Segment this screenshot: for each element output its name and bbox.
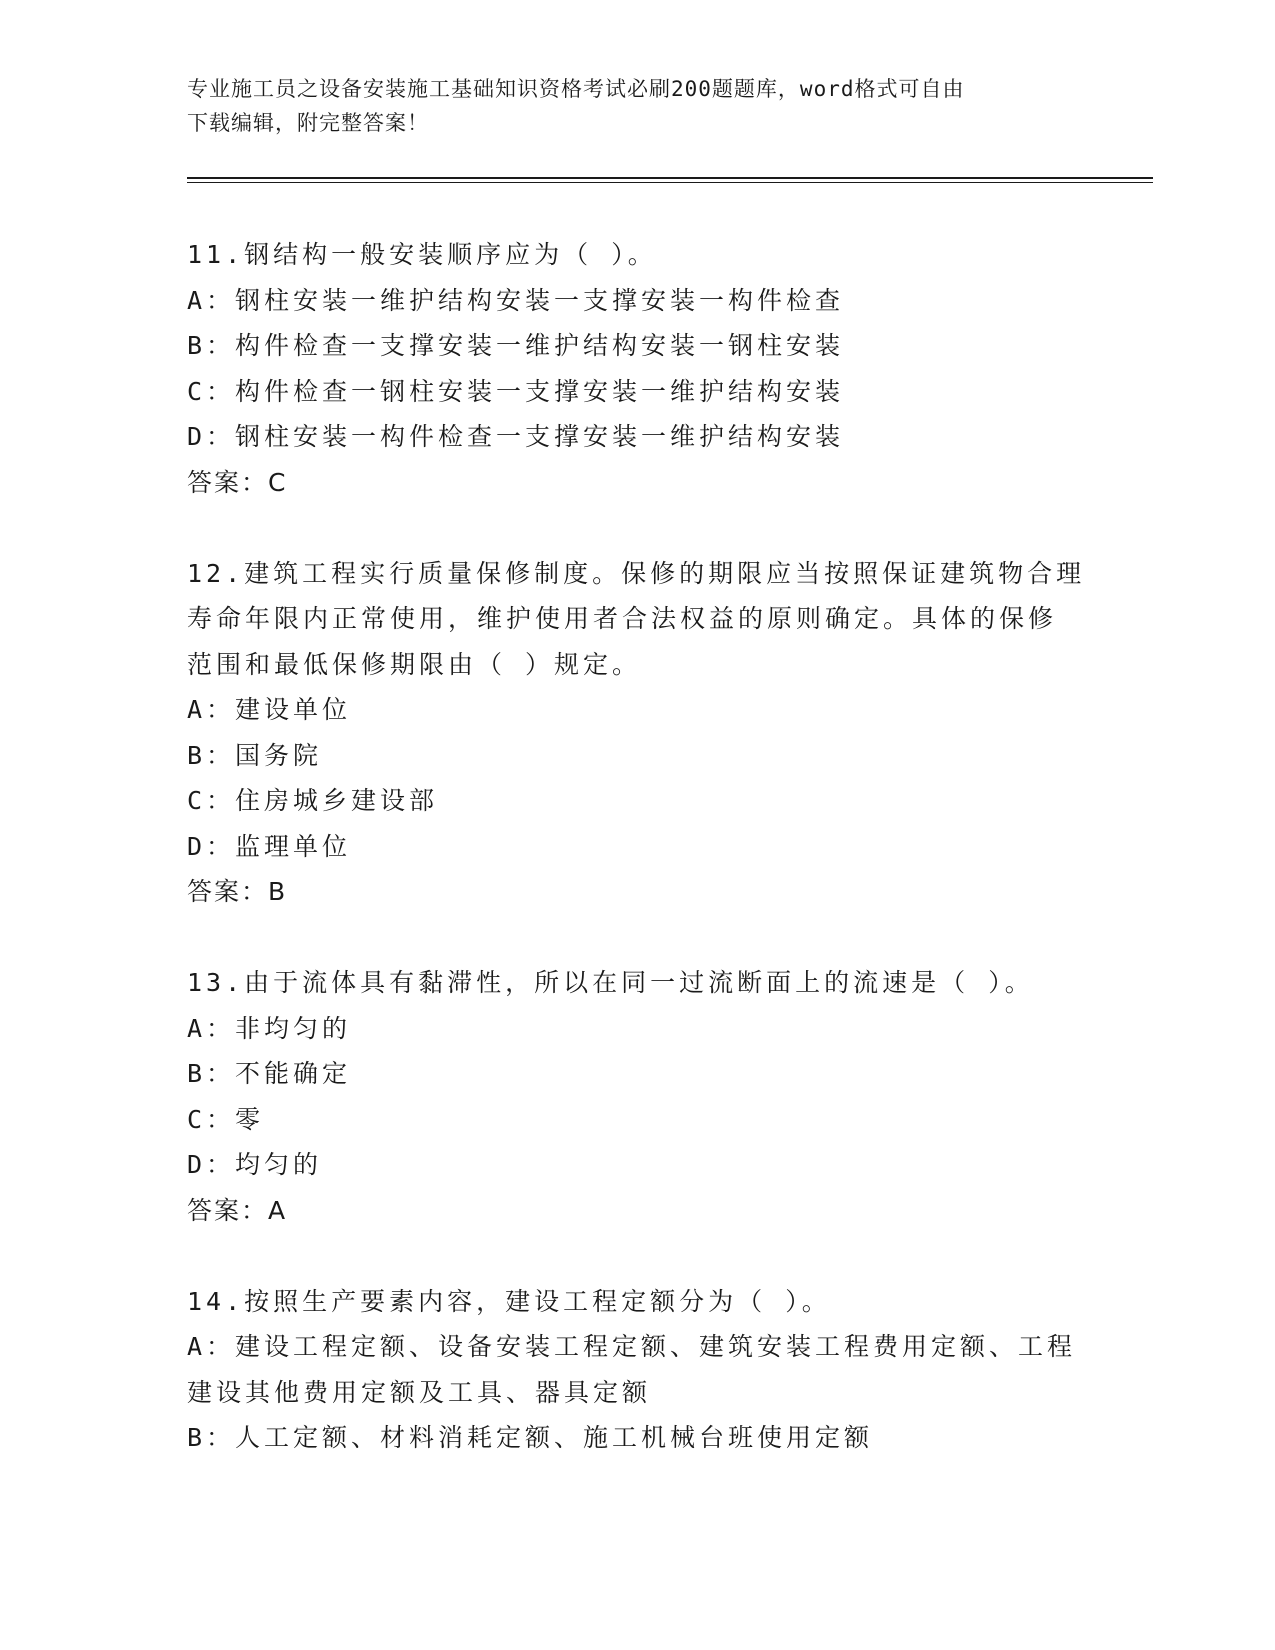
option-d: D：钢柱安装一构件检查一支撑安装一维护结构安装	[187, 422, 845, 451]
option-a: A：建设单位	[187, 695, 352, 724]
option-d: D：均匀的	[187, 1150, 323, 1179]
question-block-11	[187, 232, 1087, 505]
question-text: 14.按照生产要素内容，建设工程定额分为（ ）。	[187, 1286, 831, 1316]
spacer	[187, 915, 1087, 961]
answer-line: 答案：C	[187, 467, 288, 497]
option-a: A：建设工程定额、设备安装工程定额、建筑安装工程费用定额、工程	[187, 1332, 1077, 1361]
option-c: C：构件检查一钢柱安装一支撑安装一维护结构安装	[187, 376, 845, 406]
question-text: 12.建筑工程实行质量保修制度。保修的期限应当按照保证建筑物合理	[187, 558, 1086, 588]
option-b: B：构件检查一支撑安装一维护结构安装一钢柱安装	[187, 331, 845, 360]
option-b: B：人工定额、材料消耗定额、施工机械台班使用定额	[187, 1423, 874, 1452]
option-a-continued: 建设其他费用定额及工具、器具定额	[187, 1377, 652, 1407]
document-header	[187, 72, 1067, 140]
question-text: 范围和最低保修期限由（ ）规定。	[187, 649, 642, 679]
header-line-2: 下载编辑，附完整答案！	[187, 111, 429, 135]
option-b: B：不能确定	[187, 1059, 352, 1088]
option-a: A：非均匀的	[187, 1013, 352, 1043]
header-divider-thick	[187, 177, 1153, 179]
question-block-14	[187, 1279, 1087, 1461]
question-block-13	[187, 960, 1087, 1233]
answer-line: 答案：B	[187, 877, 288, 906]
question-text: 寿命年限内正常使用，维护使用者合法权益的原则确定。具体的保修	[187, 604, 1058, 633]
option-b: B：国务院	[187, 740, 323, 770]
option-a: A：钢柱安装一维护结构安装一支撑安装一构件检查	[187, 285, 845, 315]
question-block-12	[187, 551, 1087, 915]
question-text: 13.由于流体具有黏滞性，所以在同一过流断面上的流速是（ ）。	[187, 968, 1034, 997]
option-c: C：住房城乡建设部	[187, 786, 439, 815]
header-line-1: 专业施工员之设备安装施工基础知识资格考试必刷200题题库，word格式可自由	[187, 77, 965, 101]
answer-line: 答案：A	[187, 1195, 288, 1225]
option-d: D：监理单位	[187, 831, 352, 861]
spacer	[187, 1233, 1087, 1279]
option-c: C：零	[187, 1104, 265, 1134]
question-list	[187, 232, 1087, 1461]
question-text: 11.钢结构一般安装顺序应为（ ）。	[187, 240, 657, 269]
header-divider-thin	[187, 182, 1153, 183]
spacer	[187, 505, 1087, 551]
